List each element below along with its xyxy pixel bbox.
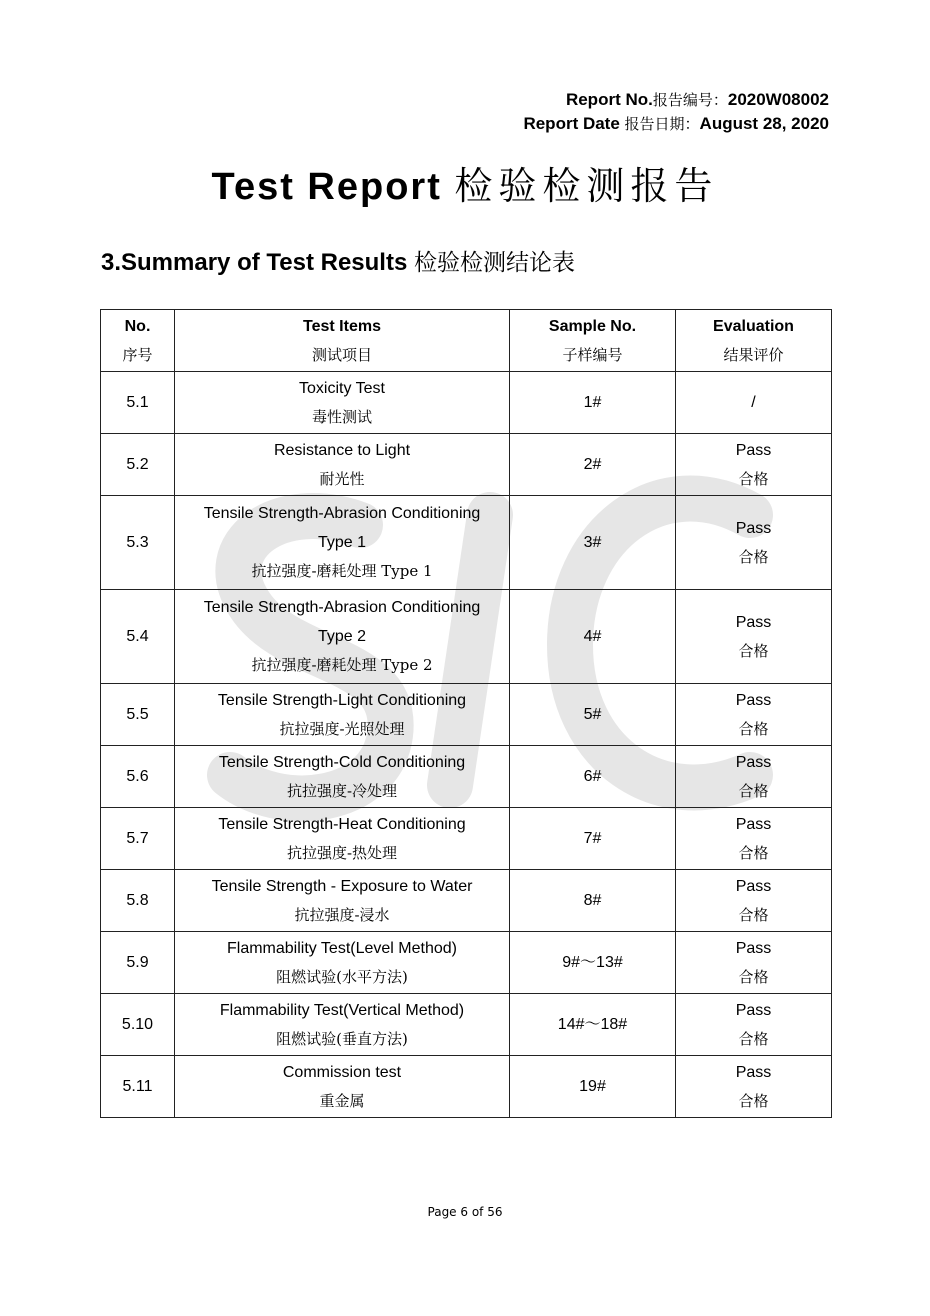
table-row: 5.2 Resistance to Light 耐光性 2# Pass 合格 xyxy=(101,434,832,496)
header-evaluation: Evaluation 结果评价 xyxy=(676,310,832,372)
report-date: Report Date 报告日期：August 28, 2020 xyxy=(523,114,829,133)
table-row: 5.7 Tensile Strength-Heat Conditioning 抗拉强度-热处理 7# Pass 合格 xyxy=(101,808,832,870)
header-no: No. 序号 xyxy=(101,310,175,372)
table-row: 5.1 Toxicity Test 毒性测试 1# / xyxy=(101,372,832,434)
table-row: 5.10 Flammability Test(Vertical Method) 阻燃试验(垂直方法) 14#～18# Pass 合格 xyxy=(101,994,832,1056)
table-row: 5.6 Tensile Strength-Cold Conditioning 抗拉强度-冷处理 6# Pass 合格 xyxy=(101,746,832,808)
table-row: 5.9 Flammability Test(Level Method) 阻燃试验(水平方法) 9#～13# Pass 合格 xyxy=(101,932,832,994)
report-header xyxy=(523,88,829,136)
table-row: 5.3 Tensile Strength-Abrasion Conditioning Type 1 抗拉强度-磨耗处理 Type 1 3# Pass 合格 xyxy=(101,496,832,590)
header-sample-no: Sample No. 子样编号 xyxy=(510,310,676,372)
section-heading: 3.Summary of Test Results 检验检测结论表 xyxy=(101,249,575,276)
table-row: 5.11 Commission test 重金属 19# Pass 合格 xyxy=(101,1056,832,1118)
results-table xyxy=(100,309,832,1118)
page-title: Test Report 检验检测报告 xyxy=(211,164,719,208)
header-test-items: Test Items 测试项目 xyxy=(175,310,510,372)
table-row: 5.8 Tensile Strength - Exposure to Water 抗拉强度-浸水 8# Pass 合格 xyxy=(101,870,832,932)
page-number: Page 6 of 56 xyxy=(427,1205,503,1219)
table-header-row xyxy=(101,310,832,372)
table-row: 5.5 Tensile Strength-Light Conditioning 抗拉强度-光照处理 5# Pass 合格 xyxy=(101,684,832,746)
table-row: 5.4 Tensile Strength-Abrasion Conditioning Type 2 抗拉强度-磨耗处理 Type 2 4# Pass 合格 xyxy=(101,590,832,684)
report-number: Report No.报告编号：2020W08002 xyxy=(565,90,829,109)
